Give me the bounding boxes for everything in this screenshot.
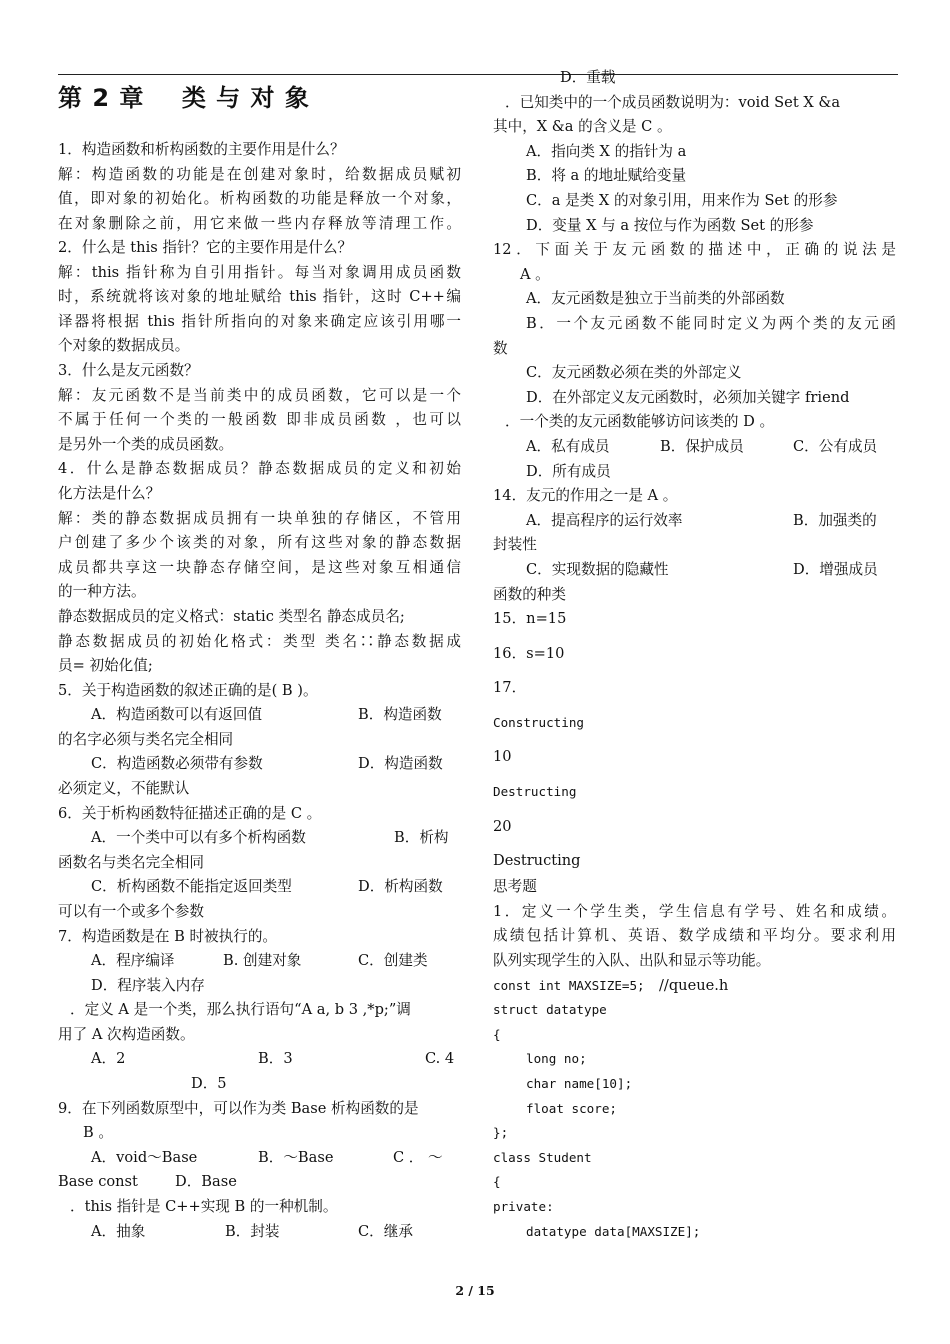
text-line: 个对象的数据成员。 bbox=[58, 337, 190, 354]
text-line: B．～Base bbox=[258, 1149, 334, 1166]
text-line: D．增强成员 bbox=[793, 561, 878, 578]
text-line: //queue.h bbox=[659, 977, 729, 994]
text-line: A 。 bbox=[520, 266, 550, 283]
text-line: C．实现数据的隐藏性 bbox=[526, 561, 669, 578]
text-line: 17． bbox=[493, 679, 527, 696]
text-line: ．定义 A 是一个类，那么执行语句“A a, b 3 ,*p;”调 bbox=[70, 1001, 411, 1018]
text-line: 7．构造函数是在 B 时被执行的。 bbox=[58, 928, 278, 945]
text-line: { bbox=[493, 1174, 501, 1189]
text-line: float score; bbox=[526, 1101, 617, 1116]
text-line: D．5 bbox=[191, 1075, 227, 1092]
text-line: 2．什么是 this 指针？它的主要作用是什么？ bbox=[58, 239, 353, 256]
text-line: 成绩包括计算机、英语、数学成绩和平均分。要求利用 bbox=[493, 927, 896, 944]
text-line: B．一个友元函数不能同时定义为两个类的友元函 bbox=[526, 315, 896, 332]
text-line: 可以有一个或多个参数 bbox=[58, 903, 204, 920]
text-line: Constructing bbox=[493, 715, 584, 730]
text-line: 解：友元函数不是当前类中的成员函数，它可以是一个 bbox=[58, 387, 461, 404]
text-line: B．构造函数 bbox=[358, 706, 442, 723]
text-line: A．指向类 X 的指针为 a bbox=[526, 143, 687, 160]
text-line: 14．友元的作用之一是 A 。 bbox=[493, 487, 678, 504]
text-line: D．Base bbox=[175, 1173, 237, 1190]
text-line: C．继承 bbox=[358, 1223, 413, 1240]
text-line: C．友元函数必须在类的外部定义 bbox=[526, 364, 742, 381]
text-line: D．构造函数 bbox=[358, 755, 443, 772]
text-line: D．所有成员 bbox=[526, 463, 611, 480]
text-line: A．私有成员 bbox=[526, 438, 610, 455]
text-line: 不属于任何一个类的一般函数 即非成员函数 ，也可以 bbox=[58, 411, 461, 428]
text-line: ．已知类中的一个成员函数说明为：void Set X &a bbox=[505, 94, 841, 111]
text-line: C. 4 bbox=[425, 1050, 455, 1067]
text-line: A．友元函数是独立于当前类的外部函数 bbox=[526, 290, 785, 307]
text-line: 静态数据成员的初始化格式：类型 类名∷静态数据成 bbox=[58, 633, 461, 650]
text-line: 静态数据成员的定义格式：static 类型名 静态成员名; bbox=[58, 608, 405, 625]
text-line: C．析构函数不能指定返回类型 bbox=[91, 878, 292, 895]
text-line: 值，即对象的初始化。析构函数的功能是释放一个对象， bbox=[58, 190, 461, 207]
text-line: long no; bbox=[526, 1051, 587, 1066]
text-line: 的一种方法。 bbox=[58, 583, 146, 600]
text-line: D．重载 bbox=[560, 69, 616, 86]
text-line: A．程序编译 bbox=[91, 952, 175, 969]
text-line: { bbox=[493, 1027, 501, 1042]
text-line: B．加强类的 bbox=[793, 512, 877, 529]
text-line: private: bbox=[493, 1199, 554, 1214]
text-line: 5．关于构造函数的叙述正确的是( B )。 bbox=[58, 682, 318, 699]
text-line: 解：this 指针称为自引用指针。每当对象调用成员函数 bbox=[58, 264, 461, 281]
text-line: A．void～Base bbox=[91, 1149, 198, 1166]
text-line: Destructing bbox=[493, 784, 577, 799]
text-line: struct datatype bbox=[493, 1002, 607, 1017]
text-line: B．封装 bbox=[225, 1223, 280, 1240]
text-line: 成员都共享这一块静态存储空间，是这些对象互相通信 bbox=[58, 559, 461, 576]
text-line: 3．什么是友元函数？ bbox=[58, 362, 199, 379]
text-line: 户创建了多少个该类的对象，所有这些对象的静态数据 bbox=[58, 534, 461, 551]
text-line: 的名字必须与类名完全相同 bbox=[58, 731, 234, 748]
page-number: 2 / 15 bbox=[455, 1283, 495, 1298]
text-line: }; bbox=[493, 1125, 509, 1140]
text-line: 6．关于析构函数特征描述正确的是 C 。 bbox=[58, 805, 322, 822]
text-line: B．3 bbox=[258, 1050, 293, 1067]
text-line: A．抽象 bbox=[91, 1223, 146, 1240]
text-line: C．公有成员 bbox=[793, 438, 878, 455]
text-line: 解：构造函数的功能是在创建对象时，给数据成员赋初 bbox=[58, 166, 461, 183]
text-line: 10 bbox=[493, 748, 512, 765]
text-line: C ． ～ bbox=[393, 1149, 443, 1166]
text-line: 12．下面关于友元函数的描述中，正确的说法是 bbox=[493, 241, 896, 258]
text-line: 必须定义，不能默认 bbox=[58, 780, 190, 797]
text-line: A．提高程序的运行效率 bbox=[526, 512, 683, 529]
text-line: C．a 是类 X 的对象引用，用来作为 Set 的形参 bbox=[526, 192, 838, 209]
text-line: char name[10]; bbox=[526, 1076, 633, 1091]
text-line: A．2 bbox=[91, 1050, 126, 1067]
text-line: D．变量 X 与 a 按位与作为函数 Set 的形参 bbox=[526, 217, 814, 234]
text-line: 4．什么是静态数据成员？静态数据成员的定义和初始 bbox=[58, 460, 461, 477]
text-line: ．this 指针是 C++实现 B 的一种机制。 bbox=[70, 1198, 338, 1215]
text-line: 其中，X &a 的含义是 C 。 bbox=[493, 118, 672, 135]
text-line: C．构造函数必须带有参数 bbox=[91, 755, 263, 772]
text-line: datatype data[MAXSIZE]; bbox=[526, 1224, 701, 1239]
text-line: 化方法是什么？ bbox=[58, 485, 161, 502]
text-line: B．将 a 的地址赋给变量 bbox=[526, 167, 687, 184]
text-line: 员= 初始化值; bbox=[58, 657, 153, 674]
text-line: B. 创建对象 bbox=[223, 952, 302, 969]
text-line: D．程序装入内存 bbox=[91, 977, 205, 994]
text-line: C．创建类 bbox=[358, 952, 428, 969]
text-line: 在对象删除之前，用它来做一些内存释放等清理工作。 bbox=[58, 215, 461, 232]
text-line: class Student bbox=[493, 1150, 592, 1165]
text-line: A．一个类中可以有多个析构函数 bbox=[91, 829, 306, 846]
text-line: D．析构函数 bbox=[358, 878, 443, 895]
text-line: B 。 bbox=[83, 1124, 113, 1141]
text-line: 函数名与类名完全相同 bbox=[58, 854, 204, 871]
text-line: 1．定义一个学生类，学生信息有学号、姓名和成绩。 bbox=[493, 903, 896, 920]
text-line: 15．n=15 bbox=[493, 610, 567, 627]
text-line: 时，系统就将该对象的地址赋给 this 指针，这时 C++编 bbox=[58, 288, 461, 305]
text-line: 用了 A 次构造函数。 bbox=[58, 1026, 195, 1043]
text-line: 思考题 bbox=[493, 878, 537, 895]
text-line: B．保护成员 bbox=[660, 438, 744, 455]
text-line: B．析构 bbox=[394, 829, 449, 846]
text-line: const int MAXSIZE=5; bbox=[493, 978, 645, 993]
text-line: Base const bbox=[58, 1173, 138, 1190]
text-line: 封装性 bbox=[493, 536, 537, 553]
text-line: 函数的种类 bbox=[493, 586, 566, 603]
text-line: A．构造函数可以有返回值 bbox=[91, 706, 263, 723]
text-line: Destructing bbox=[493, 852, 581, 869]
text-line: 1．构造函数和析构函数的主要作用是什么？ bbox=[58, 141, 345, 158]
text-line: 20 bbox=[493, 818, 512, 835]
text-line: 数 bbox=[493, 340, 508, 357]
text-line: 9．在下列函数原型中，可以作为类 Base 析构函数的是 bbox=[58, 1100, 419, 1117]
text-line: D．在外部定义友元函数时，必须加关键字 friend bbox=[526, 389, 850, 406]
text-line: 是另外一个类的成员函数。 bbox=[58, 436, 234, 453]
text-line: 队列实现学生的入队、出队和显示等功能。 bbox=[493, 952, 771, 969]
text-line: 解：类的静态数据成员拥有一块单独的存储区，不管用 bbox=[58, 510, 461, 527]
text-line: ．一个类的友元函数能够访问该类的 D 。 bbox=[505, 413, 775, 430]
text-line: 译器将根据 this 指针所指向的对象来确定应该引用哪一 bbox=[58, 313, 461, 330]
chapter-title: 第 2 章 类 与 对 象 bbox=[58, 84, 310, 112]
text-line: 16．s=10 bbox=[493, 645, 565, 662]
